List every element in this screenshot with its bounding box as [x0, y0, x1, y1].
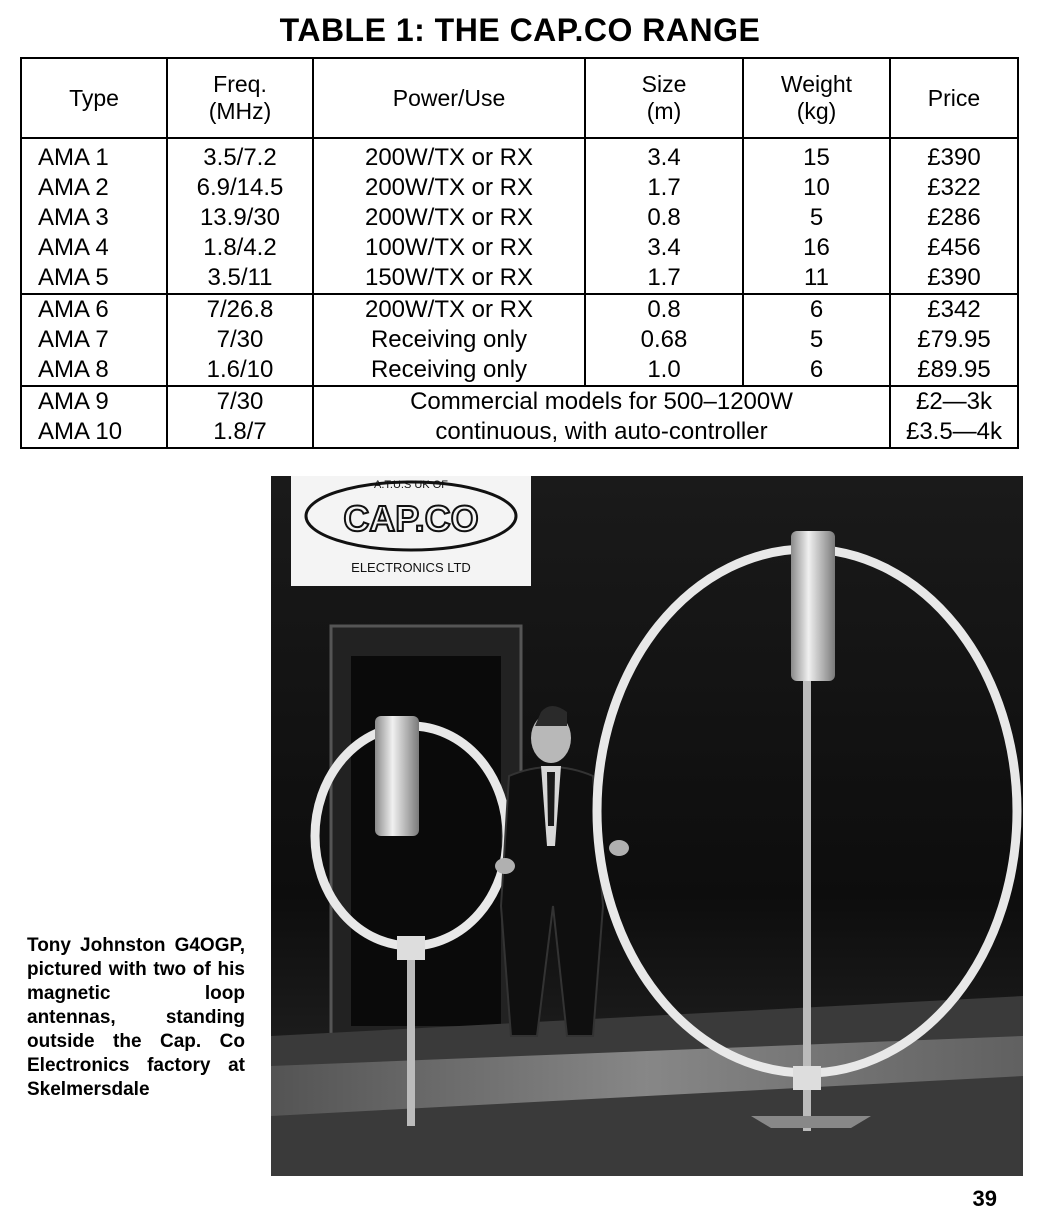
cell-type: AMA 8 [21, 355, 167, 386]
antenna-photo [271, 476, 1023, 1176]
cell-price: £3.5—4k [890, 417, 1018, 448]
cell-power: Receiving only [313, 355, 585, 386]
person-right-hand [609, 840, 629, 856]
cell-type: AMA 9 [21, 386, 167, 417]
cell-weight: 10 [743, 173, 890, 203]
table-row [21, 233, 1018, 263]
commercial-note-line-1: Commercial models for 500–1200W [313, 386, 890, 417]
cell-freq: 3.5/11 [167, 263, 313, 294]
cell-type: AMA 6 [21, 294, 167, 325]
header-price: Price [890, 58, 1018, 138]
cell-freq: 7/30 [167, 386, 313, 417]
doorway-interior [351, 656, 501, 1026]
cell-freq: 13.9/30 [167, 203, 313, 233]
table-row [21, 173, 1018, 203]
cell-type: AMA 10 [21, 417, 167, 448]
cell-type: AMA 3 [21, 203, 167, 233]
large-loop-base [751, 1116, 871, 1128]
small-loop-mast [407, 946, 415, 1126]
table-row [21, 355, 1018, 386]
small-loop-capacitor [375, 716, 419, 836]
table-row [21, 138, 1018, 173]
table-row [21, 386, 1018, 417]
cell-power: 100W/TX or RX [313, 233, 585, 263]
cell-type: AMA 7 [21, 325, 167, 355]
cell-size: 3.4 [585, 138, 743, 173]
cell-type: AMA 1 [21, 138, 167, 173]
person-tie [547, 772, 555, 826]
header-power: Power/Use [313, 58, 585, 138]
cell-freq: 1.8/4.2 [167, 233, 313, 263]
cell-freq: 3.5/7.2 [167, 138, 313, 173]
cell-weight: 11 [743, 263, 890, 294]
person-left-hand [495, 858, 515, 874]
commercial-note-line-2: continuous, with auto-controller [313, 417, 890, 448]
cell-price: £79.95 [890, 325, 1018, 355]
large-loop-capacitor [791, 531, 835, 681]
table-row [21, 263, 1018, 294]
page-number: 39 [972, 1186, 997, 1211]
cell-freq: 7/30 [167, 325, 313, 355]
cell-size: 0.68 [585, 325, 743, 355]
cell-power: 200W/TX or RX [313, 294, 585, 325]
table-title: TABLE 1: THE CAP.CO RANGE [279, 12, 761, 48]
large-loop-mast [803, 681, 811, 1131]
cell-price: £456 [890, 233, 1018, 263]
table-row [21, 294, 1018, 325]
cell-size: 1.0 [585, 355, 743, 386]
table-row [21, 417, 1018, 448]
antenna-photo-illustration [271, 476, 1023, 1176]
large-loop-coupler [793, 1066, 821, 1090]
header-weight: Weight (kg) [743, 58, 890, 138]
range-table [20, 57, 1019, 449]
cell-price: £2—3k [890, 386, 1018, 417]
cell-weight: 15 [743, 138, 890, 173]
table-row [21, 325, 1018, 355]
cell-price: £390 [890, 263, 1018, 294]
small-loop-coupler [397, 936, 425, 960]
cell-power: Receiving only [313, 325, 585, 355]
cell-price: £89.95 [890, 355, 1018, 386]
cell-price: £390 [890, 138, 1018, 173]
cell-weight: 5 [743, 203, 890, 233]
photo-caption: Tony Johnston G4OGP, pictured with two of his magnetic loop antennas, standing outside the Cap. Co Electronics factory at Skelmersdale [27, 935, 245, 1100]
table-header-row [21, 58, 1018, 138]
cell-power: 200W/TX or RX [313, 138, 585, 173]
cell-power: 200W/TX or RX [313, 203, 585, 233]
cell-weight: 16 [743, 233, 890, 263]
cell-freq: 6.9/14.5 [167, 173, 313, 203]
table-row [21, 203, 1018, 233]
cell-size: 1.7 [585, 263, 743, 294]
cell-weight: 6 [743, 355, 890, 386]
cell-size: 0.8 [585, 294, 743, 325]
cell-size: 0.8 [585, 203, 743, 233]
header-freq: Freq. (MHz) [167, 58, 313, 138]
cell-freq: 7/26.8 [167, 294, 313, 325]
cell-freq: 1.8/7 [167, 417, 313, 448]
cell-price: £322 [890, 173, 1018, 203]
sign-top-text: A.T.U.S UK OF [374, 479, 448, 491]
cell-freq: 1.6/10 [167, 355, 313, 386]
cell-weight: 5 [743, 325, 890, 355]
cell-weight: 6 [743, 294, 890, 325]
cell-size: 1.7 [585, 173, 743, 203]
cell-type: AMA 2 [21, 173, 167, 203]
header-type: Type [21, 58, 167, 138]
header-size: Size (m) [585, 58, 743, 138]
cell-type: AMA 4 [21, 233, 167, 263]
cell-price: £286 [890, 203, 1018, 233]
cell-power: 150W/TX or RX [313, 263, 585, 294]
sign-bottom-text: ELECTRONICS LTD [351, 560, 471, 575]
cell-power: 200W/TX or RX [313, 173, 585, 203]
cell-size: 3.4 [585, 233, 743, 263]
sign-logo-text: CAP.CO [343, 498, 479, 539]
cell-price: £342 [890, 294, 1018, 325]
cell-type: AMA 5 [21, 263, 167, 294]
